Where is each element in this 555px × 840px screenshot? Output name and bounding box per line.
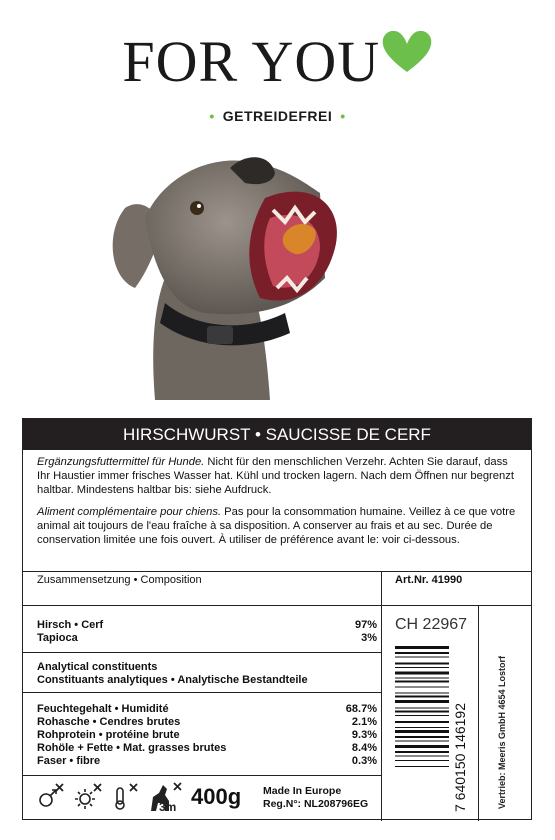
analytic-name: Rohasche • Cendres brutes bbox=[37, 716, 181, 728]
analytic-pct: 0.3% bbox=[351, 755, 377, 767]
analytical-heading-2: Constituants analytiques • Analytische Bestandteile bbox=[37, 674, 308, 686]
description-de-lead: Ergänzungsfuttermittel für Hunde. bbox=[37, 456, 205, 468]
tagline-dot-right: • bbox=[340, 108, 346, 124]
divider bbox=[23, 652, 381, 653]
barcode-bar bbox=[395, 766, 449, 767]
divider bbox=[23, 775, 381, 776]
barcode bbox=[395, 644, 475, 814]
barcode-bar bbox=[395, 678, 449, 679]
barcode-bar bbox=[395, 667, 449, 668]
product-label bbox=[22, 418, 532, 820]
tagline-text: GETREIDEFREI bbox=[222, 108, 333, 124]
description-de-text: Nicht für den menschlichen Verzehr. Achten Sie darauf, dass Ihr Haustier immer frisches Wasser hat. Kühl und trocken lagern. Nach dem Öffnen nur begrenzt haltbar. Mindestens haltbar bis: siehe Aufdruck. bbox=[37, 456, 514, 496]
analytic-row bbox=[37, 755, 377, 768]
description-de bbox=[37, 455, 517, 497]
barcode-bar bbox=[395, 741, 449, 742]
ingredient-pct: 97% bbox=[354, 619, 377, 631]
made-in bbox=[263, 785, 368, 811]
divider bbox=[23, 692, 381, 693]
barcode-bar bbox=[395, 687, 449, 688]
description-fr-text: Pas pour la consommation humaine. Veillez à ce que votre animal ait toujours de l'eau fraîche à sa disposition. A conserver au frais et au sec. Durée de conservation limitée une fois ouvert. À utiliser de préférence avant le: voir ci-dessous. bbox=[37, 506, 516, 546]
barcode-bar bbox=[395, 721, 449, 723]
barcode-bar bbox=[395, 751, 449, 753]
ingredient-pct: 3% bbox=[361, 632, 377, 644]
analytic-name: Rohprotein • protéine brute bbox=[37, 729, 180, 741]
barcode-bar bbox=[395, 745, 449, 748]
barcode-bar bbox=[395, 708, 449, 709]
analytic-row bbox=[37, 716, 377, 729]
barcode-bar bbox=[395, 693, 449, 694]
barcode-bar bbox=[395, 657, 449, 658]
age-3m-icon bbox=[145, 781, 183, 813]
dog-photo bbox=[95, 138, 455, 400]
analytic-row bbox=[37, 742, 377, 755]
heart-icon bbox=[381, 28, 433, 74]
ingredient-row bbox=[37, 619, 377, 632]
composition-heading: Zusammensetzung • Composition bbox=[37, 574, 202, 586]
icon-row bbox=[35, 779, 183, 815]
analytic-pct: 9.3% bbox=[351, 729, 377, 741]
tagline-dot-left: • bbox=[209, 108, 215, 124]
made-in-text: Made In Europe bbox=[263, 785, 342, 797]
barcode-bar bbox=[395, 700, 449, 703]
barcode-bar bbox=[395, 727, 449, 728]
analytic-row bbox=[37, 729, 377, 742]
registration-number: Reg.N°: NL208796EG bbox=[263, 798, 369, 810]
barcode-bar bbox=[395, 696, 449, 698]
divider bbox=[23, 605, 531, 606]
no-gender-icon bbox=[35, 782, 65, 812]
analytic-row bbox=[37, 703, 377, 716]
analytics-list bbox=[37, 703, 377, 768]
ingredient-name: Hirsch • Cerf bbox=[37, 619, 104, 631]
brand-logo bbox=[0, 28, 555, 95]
ch-code: CH 22967 bbox=[395, 616, 468, 633]
barcode-bar bbox=[395, 736, 449, 738]
barcode-bar bbox=[395, 663, 449, 665]
description-fr-lead: Aliment complémentaire pour chiens. bbox=[37, 506, 222, 518]
distributor bbox=[481, 654, 521, 814]
divider bbox=[23, 571, 531, 572]
analytic-name: Rohöle + Fette • Mat. grasses brutes bbox=[37, 742, 227, 754]
analytic-name: Faser • fibre bbox=[37, 755, 101, 767]
barcode-bar bbox=[395, 760, 449, 761]
no-sun-icon bbox=[71, 782, 103, 812]
barcode-bar bbox=[395, 756, 449, 757]
ingredient-row bbox=[37, 632, 377, 645]
barcode-bar bbox=[395, 646, 449, 649]
analytic-pct: 68.7% bbox=[345, 703, 377, 715]
barcode-bar bbox=[395, 730, 449, 733]
tagline bbox=[0, 108, 555, 124]
analytical-heading-1: Analytical constituents bbox=[37, 661, 158, 673]
description-fr bbox=[37, 505, 517, 547]
product-title: HIRSCHWURST • SAUCISSE DE CERF bbox=[23, 419, 531, 450]
divider-vertical bbox=[381, 571, 382, 821]
net-weight: 400g bbox=[191, 784, 242, 809]
distributor-text: Vertrieb: Meeris GmbH 4654 Lostorf bbox=[497, 655, 507, 809]
barcode-bars bbox=[395, 646, 449, 767]
analytic-name: Feuchtegehalt • Humidité bbox=[37, 703, 169, 715]
analytic-pct: 2.1% bbox=[351, 716, 377, 728]
divider-vertical bbox=[478, 605, 479, 821]
no-heat-icon bbox=[109, 782, 139, 812]
barcode-number: 7 640150 146192 bbox=[452, 703, 468, 812]
analytical-heading bbox=[37, 661, 377, 687]
barcode-bar bbox=[395, 711, 449, 713]
brand-name: FOR YOU bbox=[122, 29, 381, 94]
ingredient-name: Tapioca bbox=[37, 632, 78, 644]
barcode-bar bbox=[395, 681, 449, 683]
barcode-bar bbox=[395, 672, 449, 675]
barcode-bar bbox=[395, 652, 449, 654]
ingredients-list bbox=[37, 619, 377, 645]
article-number: Art.Nr. 41990 bbox=[395, 574, 463, 586]
age-3m-text: 3m bbox=[159, 800, 177, 813]
analytic-pct: 8.4% bbox=[351, 742, 377, 754]
description bbox=[23, 450, 531, 547]
barcode-bar bbox=[395, 715, 449, 716]
